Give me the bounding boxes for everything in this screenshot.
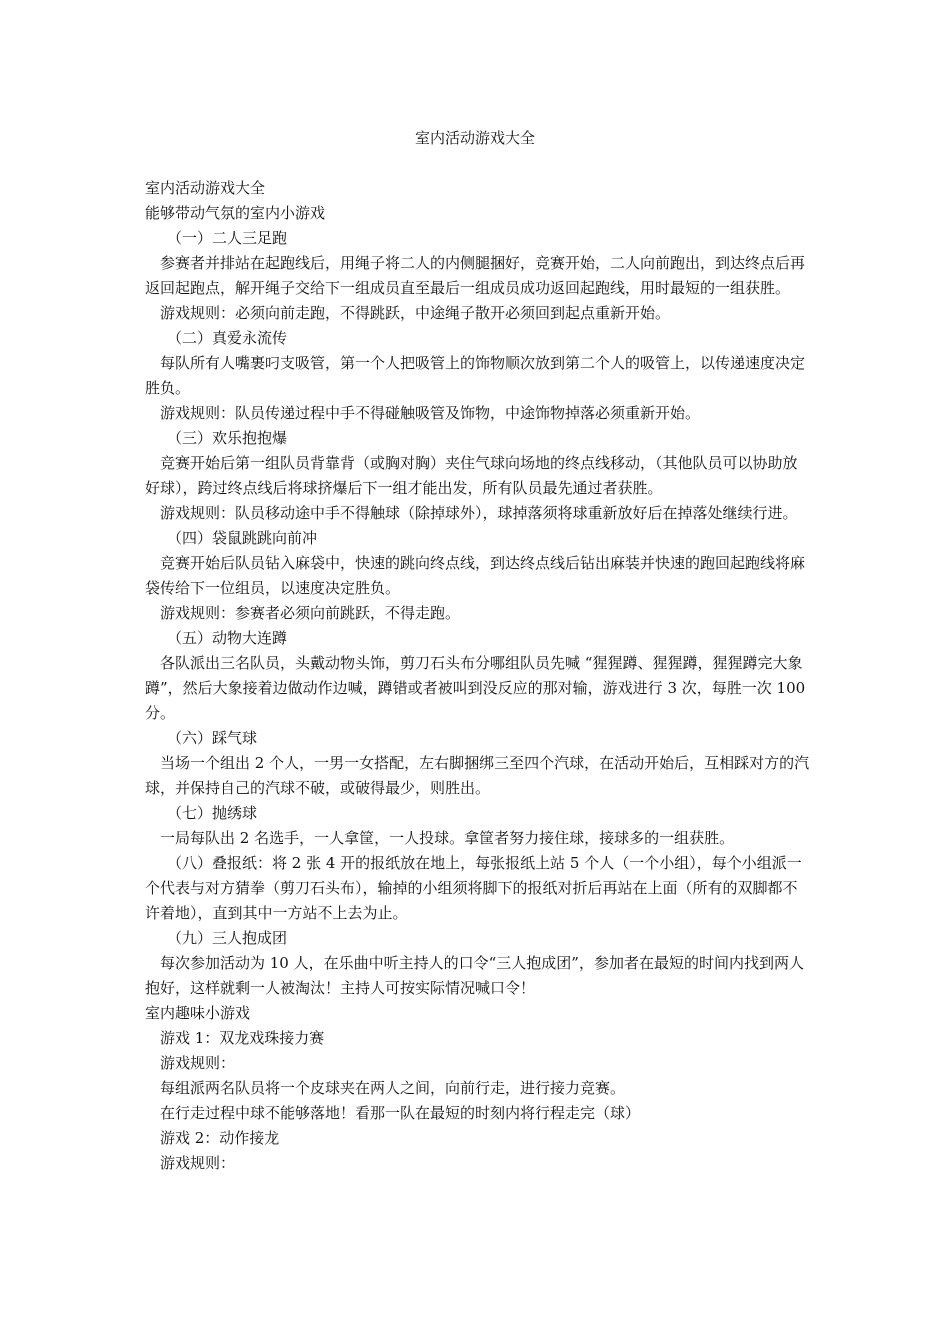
paragraph: 竞赛开始后第一组队员背靠背（或胸对胸）夹住气球向场地的终点线移动，（其他队员可以协助放好球），跨过终点线后将球挤爆后下一组才能出发，所有队员最先通过者获胜。 (145, 454, 798, 497)
paragraph: （五）动物大连蹲 (167, 629, 288, 647)
paragraph: 参赛者并排站在起跑线后，用绳子将二人的内侧腿捆好，竞赛开始，二人向前跑出，到达终点后再返回起跑点，解开绳子交给下一组成员直至最后一组成员成功返回起跑线，用时最短的一组获胜。 (145, 254, 806, 297)
paragraph: 游戏规则： (160, 1054, 236, 1072)
paragraph: 游戏规则：队员传递过程中手不得碰触吸管及饰物，中途饰物掉落必须重新开始。 (160, 404, 701, 422)
paragraph: 游戏 2：动作接龙 (160, 1129, 280, 1147)
paragraph: 各队派出三名队员，头戴动物头饰，剪刀石头布分哪组队员先喊 “猩猩蹲、猩猩蹲，猩猩蹲完大象蹲”，然后大象接着边做动作边喊，蹲错或者被叫到没反应的那对输，游戏进行 3 次，每胜一次 100 分。 (145, 654, 806, 722)
paragraph: （三）欢乐抱抱爆 (167, 429, 288, 447)
paragraph: （四）袋鼠跳跳向前冲 (167, 529, 318, 547)
paragraph: 每次参加活动为 10 人，在乐曲中听主持人的口令“三人抱成团”，参加者在最短的时间内找到两人抱好，这样就剩一人被淘汰！主持人可按实际情况喊口令！ (145, 954, 804, 997)
paragraph: （八）叠报纸：将 2 张 4 开的报纸放在地上，每张报纸上站 5 个人（一个小组），每个小组派一个代表与对方猜拳（剪刀石头布），输掉的小组须将脚下的报纸对折后再站在上面（所有的双脚都不许着地），直到其中一方站不上去为止。 (145, 854, 802, 922)
document-body (145, 176, 810, 1176)
paragraph: 游戏规则：必须向前走跑，不得跳跃，中途绳子散开必须回到起点重新开始。 (160, 304, 671, 322)
paragraph: （六）踩气球 (167, 729, 258, 747)
paragraph: 室内活动游戏大全 (145, 179, 266, 197)
paragraph: 当场一个组出 2 个人，一男一女搭配，左右脚捆绑三至四个汽球，在活动开始后，互相踩对方的汽球，并保持自己的汽球不破，或破得最少，则胜出。 (145, 754, 810, 797)
paragraph: 游戏规则： (160, 1154, 236, 1172)
paragraph: 游戏规则：队员移动途中手不得触球（除掉球外），球掉落须将球重新放好后在掉落处继续行进。 (160, 504, 798, 522)
paragraph: （二）真爱永流传 (167, 329, 288, 347)
paragraph: （九）三人抱成团 (167, 929, 288, 947)
paragraph: 每组派两名队员将一个皮球夹在两人之间，向前行走，进行接力竞赛。 (160, 1079, 626, 1097)
paragraph: 每队所有人嘴裹叼支吸管，第一个人把吸管上的饰物顺次放到第二个人的吸管上，以传递速度决定胜负。 (145, 354, 806, 397)
paragraph: （七）抛绣球 (167, 804, 258, 822)
paragraph: 能够带动气氛的室内小游戏 (145, 204, 326, 222)
paragraph: 游戏规则：参赛者必须向前跳跃，不得走跑。 (160, 604, 461, 622)
paragraph: 游戏 1：双龙戏珠接力赛 (160, 1029, 325, 1047)
paragraph: 在行走过程中球不能够落地！看那一队在最短的时刻内将行程走完（球） (160, 1104, 641, 1122)
paragraph: 室内趣味小游戏 (145, 1004, 251, 1022)
document-title: 室内活动游戏大全 (414, 129, 535, 147)
paragraph: 竞赛开始后队员钻入麻袋中，快速的跳向终点线，到达终点线后钻出麻装并快速的跑回起跑线将麻袋传给下一位组员，以速度决定胜负。 (145, 554, 806, 597)
paragraph: 一局每队出 2 名选手，一人拿筐，一人投球。拿筐者努力接住球，接球多的一组获胜。 (160, 829, 735, 847)
paragraph: （一）二人三足跑 (167, 229, 288, 247)
